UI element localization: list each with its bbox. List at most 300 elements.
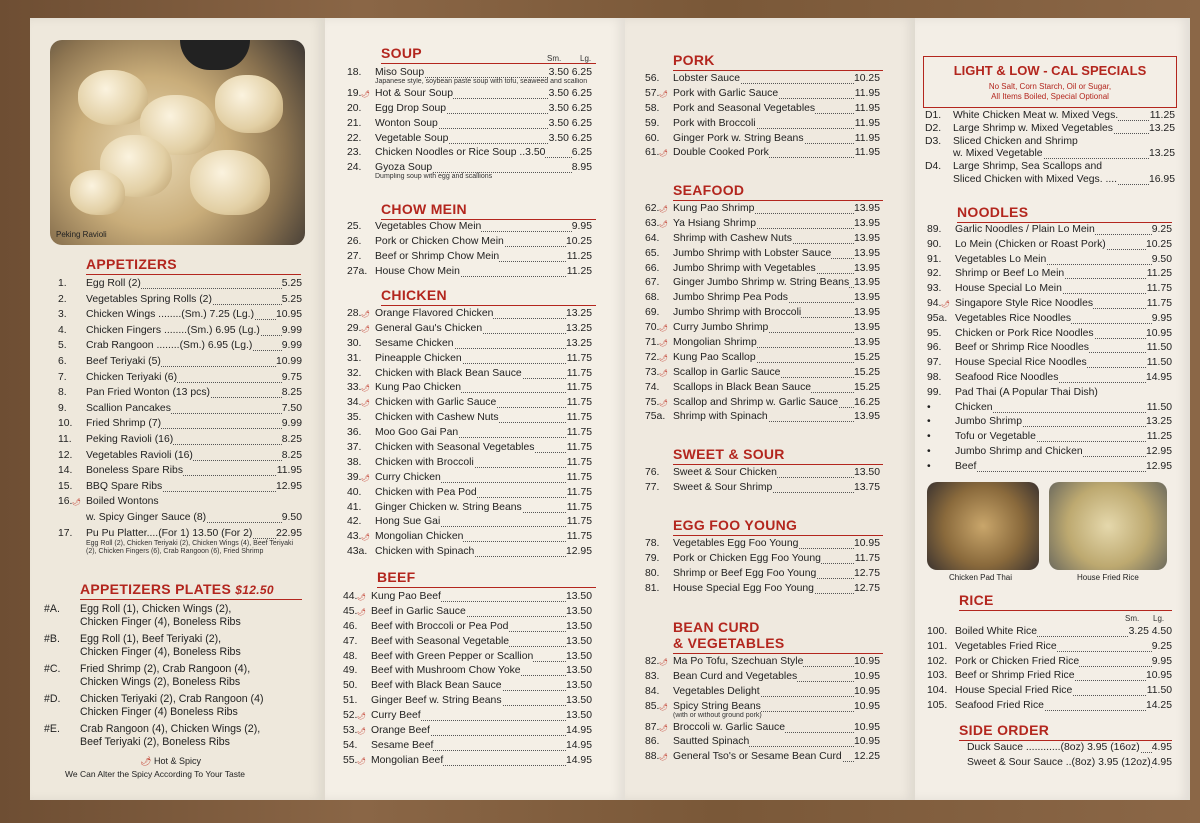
item-price: 16.95: [1148, 173, 1175, 185]
chicken-pad-thai-photo: [927, 482, 1039, 570]
menu-item: [939, 757, 1172, 772]
item-name: House Special Lo Mein: [955, 283, 1062, 295]
item-number: 75a.: [645, 411, 666, 423]
menu-item: [343, 725, 592, 740]
item-number: 76.: [645, 467, 660, 478]
item-number: 26.: [347, 235, 362, 247]
item-number: 58.: [645, 102, 660, 114]
menu-item: [645, 292, 880, 307]
menu-item: [645, 367, 880, 382]
menu-item: [347, 323, 592, 338]
item-name: Beef or Shrimp Rice Noodles: [955, 342, 1089, 354]
menu-item: [645, 411, 880, 426]
menu-item: [925, 110, 1175, 123]
item-number: 65.: [645, 247, 660, 259]
pork-heading: PORK: [673, 52, 715, 68]
low-cal-heading: LIGHT & LOW - CAL SPECIALS: [953, 63, 1147, 78]
item-name: Beef or Shrimp Chow Mein: [375, 250, 500, 262]
item-price: 8.25: [281, 449, 302, 461]
plate-line: Fried Shrimp (2), Crab Rangoon (4),: [80, 663, 251, 675]
item-price: 11.25: [1146, 268, 1172, 280]
item-name: Ginger Pork w. String Beans: [673, 132, 804, 144]
item-price: 13.50: [565, 605, 592, 617]
item-name: Sweet & Sour Shrimp: [673, 481, 773, 493]
item-number: 68.: [645, 292, 660, 304]
chili-icon: 🌶: [659, 369, 668, 377]
chicken-heading: CHICKEN: [381, 287, 447, 303]
item-price: 10.25: [1145, 238, 1172, 250]
sweet-sour-heading: SWEET & SOUR: [673, 446, 785, 462]
item-price: 6.25: [571, 147, 592, 159]
item-price: 13.50: [565, 710, 592, 722]
menu-item: [927, 342, 1172, 357]
menu-item: [347, 457, 592, 472]
item-price: 11.75: [566, 382, 592, 394]
menu-item: [645, 656, 880, 671]
egg-foo-young-list: [645, 538, 880, 598]
menu-item: [927, 328, 1172, 343]
menu-item: [927, 641, 1172, 656]
item-name: Sweet & Sour Sauce ..(8oz) 3.95 (12oz): [967, 756, 1151, 768]
item-price: 11.95: [854, 87, 880, 99]
item-name: BBQ Spare Ribs: [86, 480, 163, 492]
item-price: 9.25: [1151, 224, 1172, 235]
chili-icon: 🌶: [361, 325, 370, 333]
item-name: Beef: [955, 460, 977, 472]
menu-item: [927, 268, 1172, 283]
item-number: 82.: [645, 656, 660, 667]
item-name: Garlic Noodles / Plain Lo Mein: [955, 224, 1095, 235]
item-name: Seafood Fried Rice: [955, 699, 1044, 711]
item-number: 93.: [927, 283, 942, 295]
item-price: 11.75: [566, 531, 592, 543]
menu-item: [925, 123, 1175, 136]
item-price: 7.50: [281, 402, 302, 414]
item-price: 9.75: [281, 371, 302, 383]
item-number: 87.: [645, 721, 660, 733]
chili-icon: 🌶: [659, 659, 668, 666]
beef-list: [343, 591, 592, 770]
item-name: Scallion Pancakes: [86, 402, 171, 414]
item-name: Sliced Chicken and Shrimp: [953, 135, 1078, 147]
item-price: 13.50: [565, 620, 592, 632]
item-number: 37.: [347, 442, 362, 454]
menu-item: [347, 487, 592, 502]
item-price: 11.95: [276, 465, 302, 477]
menu-item: [347, 516, 592, 531]
item-number: 46.: [343, 620, 358, 632]
menu-item: [343, 651, 592, 666]
menu-panel-soup-chicken-beef: [325, 18, 625, 800]
item-name: Double Cooked Pork: [673, 147, 769, 159]
menu-item: [58, 340, 302, 356]
item-price: 11.50: [1146, 401, 1172, 413]
item-name: Chicken or Pork Rice Noodles: [955, 327, 1094, 339]
chili-icon: 🌶: [659, 724, 668, 732]
item-name: Bean Curd and Vegetables: [673, 670, 798, 682]
item-number: 20.: [347, 102, 362, 114]
item-name: Mongolian Beef: [371, 754, 444, 766]
item-number: 66.: [645, 262, 660, 274]
item-price: 22.95: [275, 527, 302, 539]
item-name: Seafood Rice Noodles: [955, 371, 1059, 383]
item-name: Pan Fried Wonton (13 pcs): [86, 387, 210, 399]
item-price: 5.25: [281, 278, 302, 289]
item-name: Jumbo Shrimp with Lobster Sauce: [673, 247, 832, 259]
menu-item: [347, 531, 592, 546]
item-name: Chicken with Black Bean Sauce: [375, 367, 522, 379]
menu-item: [343, 680, 592, 695]
chili-icon: 🌶: [659, 325, 668, 333]
menu-item: [925, 148, 1175, 161]
menu-item: [343, 665, 592, 680]
menu-item: [58, 294, 302, 310]
item-number: 100.: [927, 626, 948, 637]
item-price: 10.25: [565, 235, 592, 247]
item-price: 9.95: [1151, 655, 1172, 667]
menu-item: [927, 387, 1172, 402]
item-price: 11.50: [1146, 357, 1172, 369]
menu-item: [347, 147, 592, 162]
menu-item: [343, 606, 592, 621]
menu-item: [645, 568, 880, 583]
appetizers-list: [58, 278, 302, 558]
item-name: Vegetables Lo Mein: [955, 253, 1047, 265]
menu-item: [645, 538, 880, 553]
menu-panel-appetizers: [30, 18, 325, 800]
item-name: Beef Teriyaki (5): [86, 355, 161, 367]
item-number: 43a.: [347, 546, 368, 558]
menu-item: [645, 133, 880, 148]
plate-combo: [44, 603, 304, 633]
menu-item: [58, 418, 302, 434]
item-name: Ginger Jumbo Shrimp w. String Beans: [673, 277, 850, 289]
item-price: 13.95: [853, 337, 880, 349]
chili-icon: 🌶: [357, 713, 366, 721]
item-name: Chicken with Seasonal Vegetables: [375, 442, 535, 454]
item-name: Chicken with Spinach: [375, 546, 475, 558]
item-name: Kung Pao Shrimp: [673, 203, 755, 214]
item-price: 13.95: [853, 217, 880, 229]
item-number: 5.: [58, 340, 67, 352]
menu-item: [58, 481, 302, 497]
menu-item: [58, 465, 302, 481]
item-number: 67.: [645, 277, 660, 289]
item-name: Duck Sauce ............(8oz) 3.95 (16oz): [967, 742, 1140, 753]
item-name: Large Shrimp w. Mixed Vegetables: [953, 122, 1113, 134]
item-name: Pineapple Chicken: [375, 352, 462, 364]
item-number: 49.: [343, 665, 358, 677]
menu-item: [927, 239, 1172, 254]
item-price: 11.50: [1146, 342, 1172, 354]
item-name: Curry Jumbo Shrimp: [673, 322, 769, 334]
item-price: 3.25 4.50: [1128, 626, 1172, 637]
rice-heading: RICE: [959, 592, 994, 608]
item-price: 11.75: [1146, 283, 1172, 295]
item-number: 1.: [58, 278, 67, 289]
item-name: Scallop in Garlic Sauce: [673, 366, 781, 378]
item-price: 14.95: [565, 739, 592, 751]
menu-item: [58, 278, 302, 294]
item-price: 10.25: [853, 73, 880, 84]
item-price: 13.95: [853, 307, 880, 319]
menu-item: [645, 751, 880, 766]
item-name: General Gau's Chicken: [375, 322, 483, 334]
menu-item: [925, 174, 1175, 187]
item-price: 3.50 6.25: [548, 67, 592, 78]
item-price: 11.95: [854, 147, 880, 159]
item-name: Hot & Sour Soup: [375, 87, 453, 99]
item-name: Kung Pao Chicken: [375, 382, 462, 394]
pork-list: [645, 73, 880, 162]
item-number: 7.: [58, 371, 67, 383]
item-price: 9.50: [281, 511, 302, 523]
item-name: Sliced Chicken with Mixed Vegs. ....: [953, 173, 1118, 185]
item-number: 33.: [347, 382, 362, 394]
plate-line: Chicken Teriyaki (2), Crab Rangoon (4): [80, 693, 264, 705]
menu-item: [927, 670, 1172, 685]
item-number: 95a.: [927, 312, 948, 324]
menu-item: [645, 322, 880, 337]
menu-item: [58, 496, 302, 512]
item-price: 12.25: [853, 751, 880, 763]
item-number: 51.: [343, 695, 358, 707]
menu-item: [347, 427, 592, 442]
item-number: 43.: [347, 531, 362, 543]
menu-item: [645, 88, 880, 103]
item-name: Sesame Beef: [371, 739, 434, 751]
item-price: 10.95: [853, 736, 880, 748]
menu-item: [58, 372, 302, 388]
item-name: Shrimp or Beef Egg Foo Young: [673, 567, 817, 579]
item-number: 47.: [343, 635, 358, 647]
item-name: Boiled Wontons: [86, 496, 159, 508]
item-price: 13.50: [565, 635, 592, 647]
chow-mein-heading: CHOW MEIN: [381, 201, 467, 217]
menu-item: [347, 382, 592, 397]
item-price: 13.95: [853, 262, 880, 274]
item-price: 13.25: [565, 308, 592, 319]
menu-item: [645, 248, 880, 263]
item-price: 14.95: [565, 754, 592, 766]
plate-number: #C.: [44, 663, 61, 675]
menu-item: [927, 446, 1172, 461]
item-name: Vegetables Spring Rolls (2): [86, 293, 212, 305]
spicy-note: We Can Alter the Spicy According To Your Taste: [65, 769, 246, 779]
item-number: 78.: [645, 538, 660, 549]
menu-item: [645, 467, 880, 482]
item-name: Chicken Wings ........(Sm.) 7.25 (Lg.): [86, 309, 255, 321]
item-number: 39.: [347, 471, 362, 483]
menu-panel-noodles-rice: [915, 18, 1190, 800]
item-price: 8.25: [281, 433, 302, 445]
item-price: 12.75: [853, 567, 880, 579]
menu-item: [939, 742, 1172, 757]
menu-item: [927, 685, 1172, 700]
menu-item: [58, 403, 302, 419]
item-number: 70.: [645, 322, 660, 334]
noodles-heading: NOODLES: [957, 204, 1029, 220]
item-price: 10.99: [275, 355, 302, 367]
chili-icon: 🌶: [659, 206, 668, 213]
chili-icon: 🌶: [361, 474, 370, 482]
item-name: Egg Drop Soup: [375, 102, 447, 114]
item-name: Lobster Sauce: [673, 73, 741, 84]
item-name: Shrimp or Beef Lo Mein: [955, 268, 1065, 280]
item-name: Mongolian Shrimp: [673, 337, 757, 349]
item-price: 10.95: [853, 538, 880, 549]
item-price: 10.95: [275, 309, 302, 321]
chicken-list: [347, 308, 592, 561]
item-name: Boiled White Rice: [955, 626, 1038, 637]
item-price: 10.95: [853, 721, 880, 733]
item-price: 12.75: [853, 582, 880, 594]
item-price: 13.95: [853, 411, 880, 423]
item-price: 15.25: [853, 351, 880, 363]
chili-icon: 🌶: [659, 399, 668, 407]
peking-ravioli-photo: [50, 40, 305, 245]
menu-item: [343, 740, 592, 755]
item-name: Orange Flavored Chicken: [375, 308, 494, 319]
item-name: House Chow Mein: [375, 265, 460, 277]
item-price: 9.25: [1151, 640, 1172, 652]
menu-item: [925, 161, 1175, 174]
plate-line: Egg Roll (1), Beef Teriyaki (2),: [80, 633, 222, 645]
item-name: House Special Fried Rice: [955, 685, 1073, 697]
plate-line: Chicken Finger (4), Boneless Ribs: [80, 615, 241, 628]
menu-item: [347, 88, 592, 103]
plate-line: Beef Teriyaki (2), Boneless Ribs: [80, 735, 230, 748]
item-name: Scallop and Shrimp w. Garlic Sauce: [673, 396, 839, 408]
item-description: Dumpling soup with egg and scallions: [375, 173, 493, 181]
appetizers-plates-list: [44, 603, 304, 753]
item-name: Spicy String Beans: [673, 700, 761, 712]
item-price: 13.50: [565, 680, 592, 692]
plate-line: Chicken Wings (2), Boneless Ribs: [80, 675, 241, 688]
item-name: Shrimp with Cashew Nuts: [673, 232, 792, 244]
menu-panel-pork-seafood: [625, 18, 915, 800]
item-number: 27.: [347, 250, 362, 262]
item-name: Jumbo Shrimp and Chicken: [955, 445, 1083, 457]
menu-item: [58, 309, 302, 325]
chili-icon: 🌶: [361, 90, 370, 98]
plate-line: Chicken Finger (4), Boneless Ribs: [80, 645, 241, 658]
item-price: 13.95: [853, 322, 880, 334]
menu-item: [645, 671, 880, 686]
chili-icon: 🌶: [357, 728, 366, 736]
menu-item: [58, 434, 302, 450]
item-number: 36.: [347, 427, 362, 439]
item-number: 88.: [645, 751, 660, 763]
item-price: 11.95: [854, 117, 880, 129]
menu-item: [343, 710, 592, 725]
item-number: 34.: [347, 397, 362, 409]
item-number: 69.: [645, 307, 660, 319]
item-name: Curry Chicken: [375, 471, 441, 483]
item-price: 11.25: [1149, 110, 1175, 121]
menu-item: [343, 621, 592, 636]
low-cal-specials-list: [925, 110, 1175, 187]
item-number: 15.: [58, 480, 73, 492]
item-number: 86.: [645, 736, 660, 748]
chili-icon: 🌶: [361, 400, 370, 408]
plate-combo: [44, 663, 304, 693]
item-name: Beef with Black Bean Sauce: [371, 680, 502, 692]
menu-item: [343, 755, 592, 770]
item-number: 31.: [347, 352, 362, 364]
item-name: w. Spicy Ginger Sauce (8): [86, 511, 207, 523]
item-number: 4.: [58, 324, 67, 336]
item-number: 17.: [58, 527, 73, 539]
item-price: 13.75: [853, 481, 880, 493]
item-name: Sesame Chicken: [375, 337, 454, 349]
plate-number: #D.: [44, 693, 61, 705]
item-price: 3.50 6.25: [548, 102, 592, 114]
item-price: 11.75: [566, 486, 592, 498]
item-number: 30.: [347, 337, 362, 349]
pad-thai-caption: Chicken Pad Thai: [949, 573, 1012, 582]
item-name: Large Shrimp, Sea Scallops and: [953, 161, 1103, 173]
item-number: 21.: [347, 117, 362, 129]
item-number: 103.: [927, 670, 948, 682]
item-number: 23.: [347, 147, 362, 159]
item-price: 11.95: [854, 132, 880, 144]
item-name: Vegetables Egg Foo Young: [673, 538, 799, 549]
item-price: 11.75: [566, 352, 592, 364]
item-number: 14.: [58, 465, 73, 477]
item-price: 4.95: [1151, 742, 1172, 753]
chili-icon: 🌶: [659, 703, 668, 711]
item-price: 11.75: [566, 516, 592, 528]
item-name: Crab Rangoon ........(Sm.) 6.95 (Lg.): [86, 340, 253, 352]
item-price: 3.50 6.25: [548, 132, 592, 144]
item-name: Ginger Chicken w. String Beans: [375, 501, 522, 513]
item-name: Tofu or Vegetable: [955, 431, 1036, 443]
item-name: Lo Mein (Chicken or Roast Pork): [955, 238, 1106, 250]
menu-item: [645, 307, 880, 322]
item-description: Japanese style, soybean paste soup with tofu, seaweed and scallion: [375, 77, 588, 85]
item-price: 11.75: [854, 552, 880, 564]
item-price: 11.25: [566, 265, 592, 277]
item-price: 3.50 6.25: [548, 87, 592, 99]
item-number: D1.: [925, 110, 942, 121]
item-number: 22.: [347, 132, 362, 144]
menu-item: [58, 512, 302, 528]
chili-icon: 🌶: [140, 756, 152, 766]
plate-line: Egg Roll (1), Chicken Wings (2),: [80, 603, 232, 615]
plate-combo: [44, 693, 304, 723]
item-price: 15.25: [853, 366, 880, 378]
menu-item: [645, 482, 880, 497]
item-name: Beef with Seasonal Vegetable: [371, 635, 510, 647]
item-number: 56.: [645, 73, 660, 84]
item-number: 63.: [645, 217, 660, 229]
item-name: Chicken with Pea Pod: [375, 486, 477, 498]
item-price: 9.50: [1151, 253, 1172, 265]
item-number: D3.: [925, 135, 942, 147]
item-name: Scallops in Black Bean Sauce: [673, 381, 812, 393]
item-name: Pork or Chicken Egg Foo Young: [673, 552, 821, 564]
rice-list: [927, 626, 1172, 715]
menu-item: [645, 147, 880, 162]
item-price: 13.95: [853, 247, 880, 259]
menu-item: [347, 308, 592, 323]
item-price: 11.75: [566, 397, 592, 409]
item-number: D2.: [925, 122, 942, 134]
item-number: 2.: [58, 293, 67, 305]
item-number: 79.: [645, 552, 660, 564]
item-name: Pork with Broccoli: [673, 117, 756, 129]
